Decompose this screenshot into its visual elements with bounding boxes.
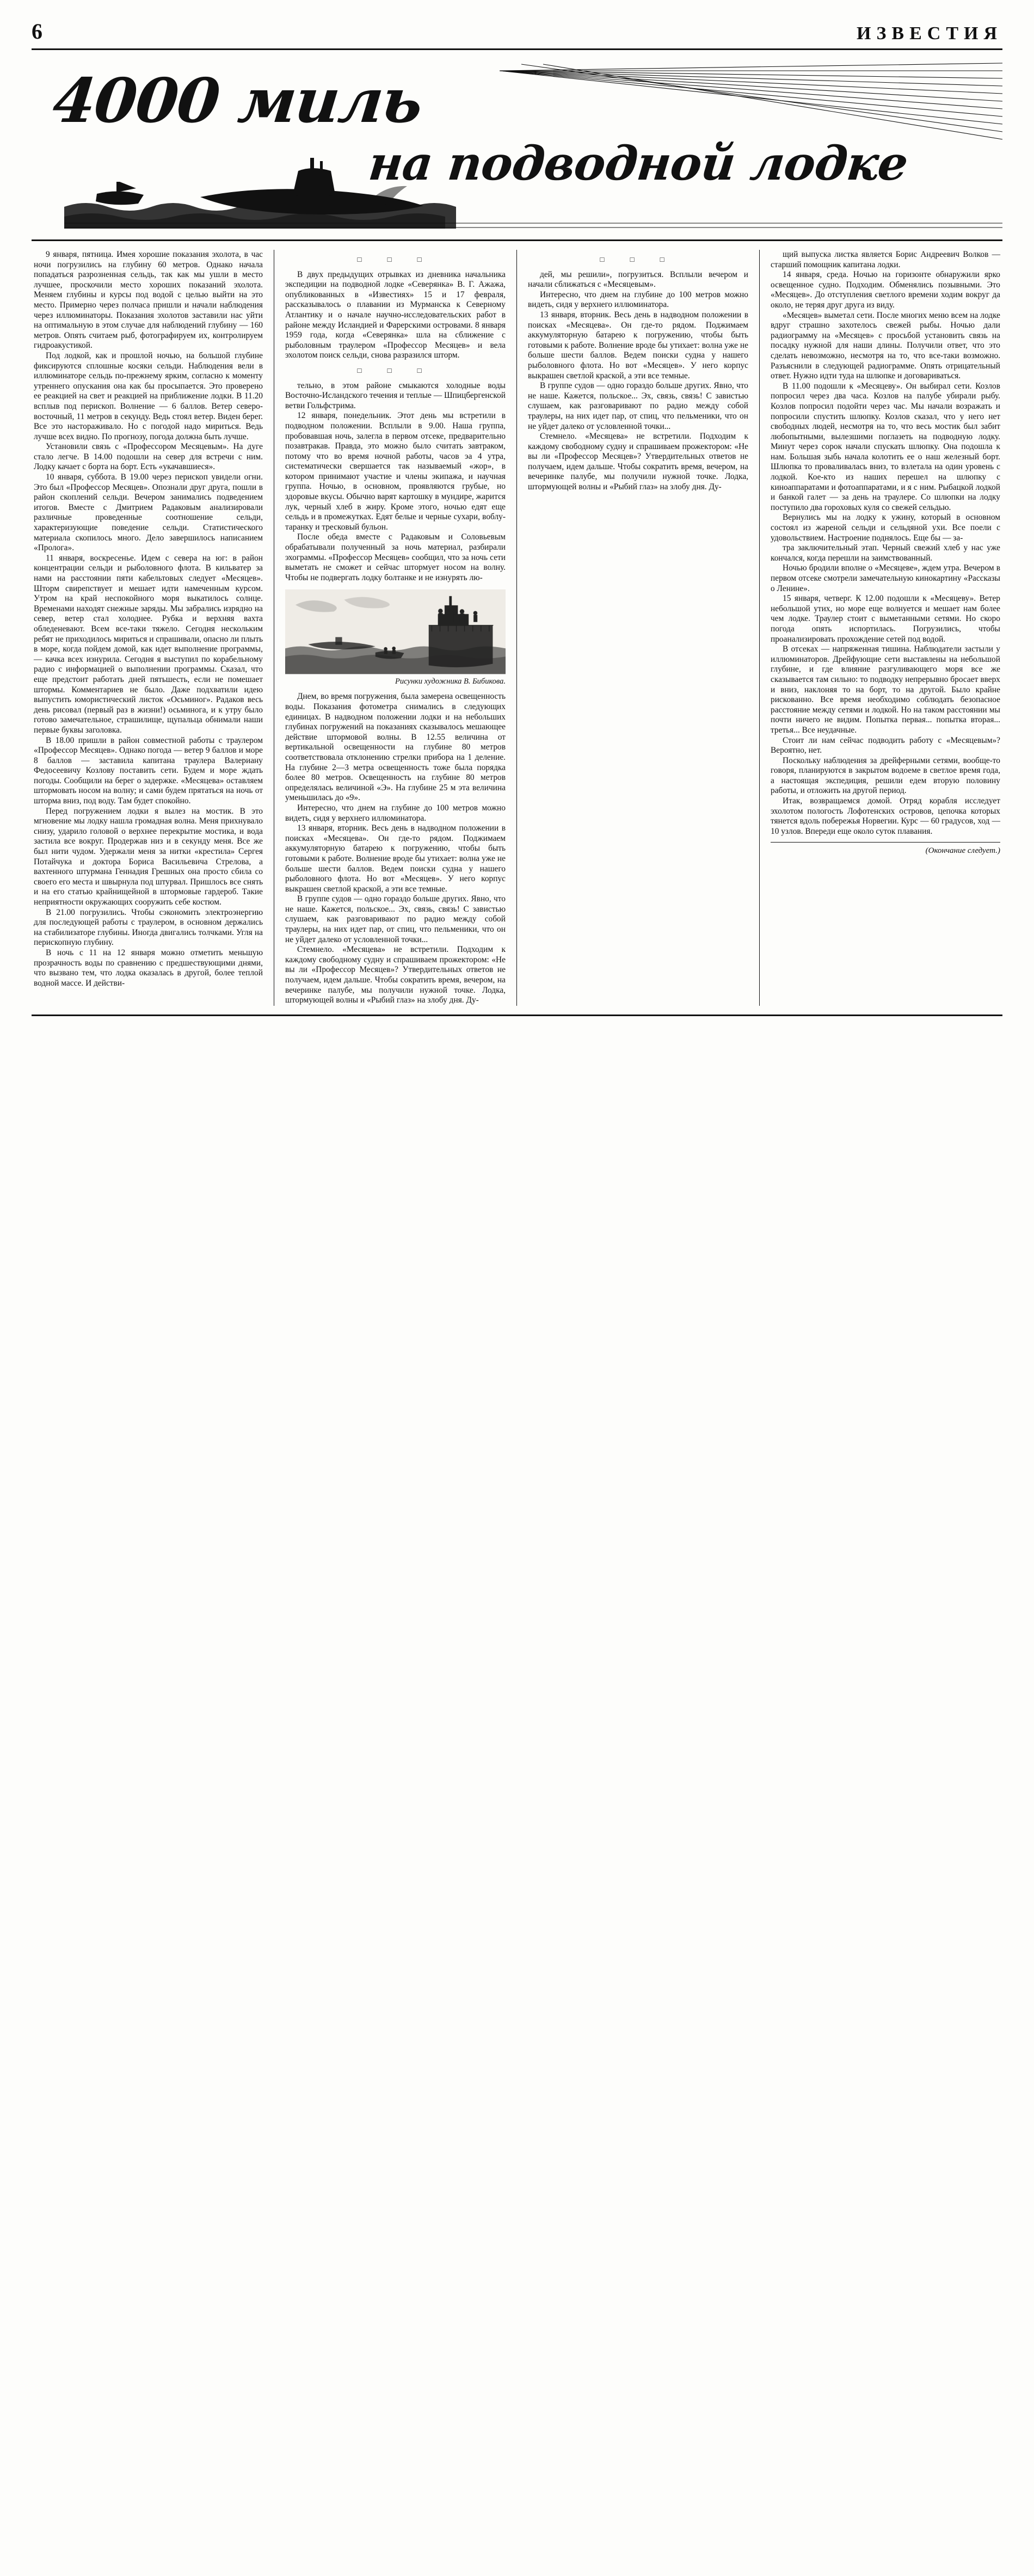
paragraph: 15 января, четверг. К 12.00 подошли к «Месяцеву». Ветер небольшой утих, но море еще волнуется и мешает нам более чем лодке. Траулер стоит с выметанными сетями. Но скоро погода опять испортилась. Погрузились, чтобы проанализировать прохождение сетей под водой. <box>771 594 1000 644</box>
paragraph: 11 января, воскресенье. Идем с севера на юг: в район концентрации сельди и рыболовного флота. В кильватер за нами на расстоянии пяти кабельтовых следует «Месяцев». Шторм свирепствует и мешает идти намеченным курсом. Утром на край неспокойного моря выкатилось солнце. Временами находят снежные заряды. Мы забрались изрядно на север, ветер стал холоднее. Рубка и верхняя вахта обледеневают. Всем все-таки тяжело. Сегодня нескольким ребят не приходилось мириться и спрашивали, опасно ли плыть в море, когда пойдем домой, как идет выполнение программы, — качка всех изнурила. Сегодня я выступил по корабельному радио с информацией о выполнении программы. Сказал, что еще предстоит работать дней пятьшесть, если не помешает штормы. Комментариев не было. Даже подхватили идею выпустить юмористический листок «Осьминог». Радаков весь день рисовал (первый раз в жизни!) осьминога, и к утру было готово замечательное, страшилище, щупальца обнимали наши первые буквы заголовка. <box>34 553 263 735</box>
paragraph: тра заключительный этап. Черный свежий хлеб у нас уже кончался, когда перешли на заимствованный. <box>771 543 1000 563</box>
section-separator: □ □ □ <box>600 255 676 263</box>
masthead <box>32 19 1002 50</box>
column-3 <box>517 250 760 1006</box>
illustration-caption: Рисунки художника В. Бибикова. <box>395 677 506 686</box>
column-4 <box>760 250 1002 1006</box>
paragraph: 13 января, вторник. Весь день в надводном положении в поисках «Месяцева». Он где-то рядом. Поджимаем аккумуляторную батарею к погружению, чтобы быть готовыми к работе. Волнение вроде бы утихает: волна уже не больше шести баллов. Ведем поиски судна у нашего рыболовного флота. Но вот «Месяцев». У него корпус выкрашен светлой краской, а эти все темные. <box>528 310 748 380</box>
paragraph: В ночь с 11 на 12 января можно отметить меньшую прозрачность воды по сравнению с предшествующими днями, что вызвано тем, что лодка оказалась в другой, более теплой водной массе. И действи- <box>34 948 263 988</box>
paragraph: дей, мы решили», погрузиться. Всплыли вечером и начали сближаться с «Месяцевым». <box>528 269 748 290</box>
paragraph: 12 января, понедельник. Этот день мы встретили в подводном положении. Всплыли в 9.00. Наша группа, пробовавшая ночь, залегла в первом отсеке, предварительно позавтракав. Правда, это можно было считать завтраком, потому что во время ночной работы, часов эа 4 утра, систематически свершается так называемый «жор», в котором принимают участие и члены экипажа, и научная группа. Ночью, в основном, проявляются грубые, но здоровые вкусы. Обычно варят картошку в мундире, жарится лук, черный хлеб в жиру. Кроме этого, ночью едят еще сельдь и в промежутках. Едят белые и черные сухари, воблу-таранку и тресковый бульон. <box>285 411 506 532</box>
column-2 <box>274 250 517 1006</box>
paragraph: Вернулись мы на лодку к ужину, который в основном состоял из жареной сельди и сельдяной ухи. Все поели с удовольствием. Настроение поднялось. Еще бы — за- <box>771 513 1000 543</box>
paragraph: щий выпуска листка является Борис Андреевич Волков — старший помощник капитана лодки. <box>771 250 1000 269</box>
article-columns <box>32 250 1002 1006</box>
paragraph: Перед погружением лодки я вылез на мостик. В это мгновение мы лодку нашла громадная волна. Меня прихнувало снизу, ударило головой о верхнее перекрытие мостика, и вода застила все вокруг. Продержав низ и в секунду меня. Все же был нити чудом. Удержали меня за нитки «крестила» Сергея Потайчука и доктора Бориса Васильевича Стрелова, а вахтенного штурмана Геннадия Грешных она просто сбила со своего его места и швырнула под штурвал. Пришлось все снять и на его статью крайнищейной в штормовые гардероб. Такие неприятности окружающих сооружить себе костюм. <box>34 806 263 907</box>
paragraph: Стоит ли нам сейчас подводить работу с «Месяцевым»? Вероятно, нет. <box>771 735 1000 755</box>
bottom-rule <box>32 1015 1002 1016</box>
ship-and-crew-drawing <box>285 589 506 674</box>
paragraph: Интересно, что днем на глубине до 100 метров можно видеть, сидя у верхнего иллюминатора. <box>528 290 748 310</box>
paragraph: 14 января, среда. Ночью на горизонте обнаружили ярко освещенное судно. Подходим. Обменялись позывными. Это «Месяцев». До отступления светлого времени ходим вокруг да около, не теряя друг друга из виду. <box>771 270 1000 310</box>
paragraph: Ночью бродили вполне о «Месяцеве», ждем утра. Вечером в первом отсеке смотрели замечательную кинокартину «Рассказы о Ленине». <box>771 563 1000 593</box>
paragraph: В отсеках — напряженная тишина. Наблюдатели застыли у иллюминаторов. Дрейфующие сети выставлены на небольшой глубине, и где влияние разгуливающего моря все же сказывается там сильно: то подводку непрерывно бросает вверх и вниз, наклоняя то на борт, то на другой. Было крайне рискованно. Все время необходимо соблюдать безопасное расстояние между сетями и лодкой. Но на таком расстоянии мы почти ничего не видим. Попытка первая... попытка вторая... третья... Все неудачные. <box>771 644 1000 735</box>
paragraph: 9 января, пятница. Имея хорошие показания эхолота, в час ночи погрузились на глубину 60 метров. Однако начала попадаться разрозненная сельдь, так как мы ушли в место лучшее, проскочили место хороших показаний эхолота. Меняем глубины и курсы под водой с целью выйти на это место. Примерно через полчаса пришли и начали наблюдения через иллюминаторы. Показания эхолотов заставили нас уйти на оптимальную в этом случае для наблюдений глубину — 160 метров. Опять считаем рыб, фотографируем их, контролируем гидроакустикой. <box>34 250 263 351</box>
paragraph: В 11.00 подошли к «Месяцеву». Он выбирал сети. Козлов попросил через два часа. Козлов на палубе убирали рыбу. Козлов попросил подойти через час. Мы начали возражать и попросили спустить шлюпку. Козлов сказал, что у него нет свободных людей, несмотря на то, что весь мостик был забит любопытными, вылезшими поглазеть на подводную лодку. Минут через сорок начали спускать шлюпку. Она подошла к нам. Большая зыбь начала колотить ее о наш железный борт. Шлюпка то проваливалась вниз, то взлетала на один уровень с лодкой. Кое-кто из наших перешел на шлюпку с киноаппаратами и фотоаппаратами, и я с ним. Рыбацкой лодкой и банкой галет — за день на траулере. Со шлюпки на лодку поступило два гороховых куля со свежей сельдью. <box>771 381 1000 512</box>
section-separator: □ □ □ <box>357 255 434 263</box>
article-illustration <box>285 589 506 674</box>
paragraph: «Месяцев» выметал сети. После многих меню всем на лодке вдруг страшно захотелось свежей рыбы. Ночью дали радиограмму на «Месяцев» с просьбой установить связь на посадку нужной для наши длины. Получили ответ, что это сделать невозможно, несмотря на то, что все-таки возможно. Разъяснили в следующей радиограмме. Опять отрицательный ответ. Нужно идти туда на шлюпке и договариваться. <box>771 310 1000 381</box>
section-separator: □ □ □ <box>357 366 434 374</box>
paragraph: После обеда вместе с Радаковым и Соловьевым обрабатывали полученный за ночь материал, разбирали эхограммы. «Профессор Месяцев» сообщил, что за ночь сети выметать не сможет и сейчас штормует носом на волну. Чтобы не подвергать лодку болтанке и не изнурять лю- <box>285 532 506 582</box>
paragraph: В группе судов — одно гораздо больше других. Явно, что не наше. Кажется, польское... Эх, связь, связь! С завистью слушаем, как разговаривают по радио между собой траулеры, на них идет пар, от спиц, что пельменики, что он не уйдет далеко от условленной точки... <box>528 381 748 431</box>
paragraph: Стемнело. «Месяцева» не встретили. Подходим к каждому свободному судну и спрашиваем прожектором: «Не вы ли «Профессор Месяцев»? Утвердительных ответов не получаем, идем дальше. Чтобы сократить время, вечером, на вечеринке палубе, мы получили нужной точке. Лодка, штормующей волны и «Рыбий глаз» на злобу дня. Ду- <box>285 945 506 1005</box>
paragraph: Поскольку наблюдения за дрейферными сетями, вообще-то говоря, планируются в закрытом водоеме в светлое время года, а настоящая экспедиция, решили едем вторую половину работы, и отложить на другой период. <box>771 755 1000 796</box>
paragraph: В 21.00 погрузились. Чтобы сэкономить электроэнергию для последующей работы с траулером, в основном держались на стабилизаторе глубины. Иногда двигались толчками. Угля на перископную глубину. <box>34 907 263 948</box>
paragraph: Стемнело. «Месяцева» не встретили. Подходим к каждому свободному судну и спрашиваем прожектором: «Не вы ли «Профессор Месяцев»? Утвердительных ответов не получаем, идем дальше. Чтобы сократить время, вечером, на вечеринке палубе, мы получили нужной точке. Лодка, штормующей волны и «Рыбий глаз» на злобу дня. Ду- <box>528 432 748 492</box>
paragraph: 10 января, суббота. В 19.00 через перископ увидели огни. Это был «Профессор Месяцев». Опознали друг друга, пошли в район скоплений сельди. Вечером занимались подведением итогов. Вместе с Дмитрием Радаковым анализировали различные проведенные соотношение сельди, характеризующие поведение сельди. Статистического материала скопилось много. Дело завершилось написанием «Пролога». <box>34 472 263 553</box>
headline-line-1: 4000 миль <box>50 65 426 137</box>
end-note: (Окончание следует.) <box>771 842 1000 856</box>
paragraph: Под лодкой, как и прошлой ночью, на большой глубине фиксируются сплошные косяки сельди. Наблюдения вели в иллюминаторе сельдь по-прежнему ярким, согласно к моменту утреннего опускания она как бы просыпается. Это проверено ее реакцией на свет и реакцией на приближение лодки. В 11.20 всплыв под перископ. Волнение — 6 баллов. Ветер северо-восточный, 11 метров в секунду. Ведь стоял ветер. Виден берег. Все это настораживало. Но с погодой надо мириться. Ведь лучше всех видно. По прогнозу, погода должна быть лучше. <box>34 351 263 441</box>
editorial-intro: В двух предыдущих отрывках из дневника начальника экспедиции на подводной лодке «Северянка» В. Г. Ажажа, опубликованных в «Известиях» 15 и 17 февраля, рассказывалось о плавании из Мурманска к Северному Атлантику и о начале научно-исследовательских работ в районе между Исландией и Фарерскими островами. 8 января 1959 года, когда «Северянка» шла на сближение с рыболовным траулером «Профессор Месяцев» и вела эхолотом поиск сельди, снова разразился шторм. <box>285 269 506 360</box>
column-1 <box>32 250 274 1006</box>
paragraph: В группе судов — одно гораздо больше других. Явно, что не наше. Кажется, польское... Эх, связь, связь! С завистью слушаем, как разговаривают по радио между собой траулеры, на них идет пар, от спиц, что пельменики, что он не уйдет далеко от условленной точки... <box>285 894 506 944</box>
paragraph: тельно, в этом районе смыкаются холодные воды Восточно-Исландского течения и теплые — Шпицбергенской ветви Гольфстрима. <box>285 380 506 410</box>
paragraph: 13 января, вторник. Весь день в надводном положении в поисках «Месяцева». Он где-то рядом. Поджимаем аккумуляторную батарею к погружению, чтобы быть готовыми к работе. Волнение вроде бы утихает: волна уже не больше шести баллов. Ведем поиски судна у нашего рыболовного флота. Но вот «Месяцев». У него корпус выкрашен светлой краской, а эти все темные. <box>285 823 506 894</box>
paragraph: Днем, во время погружения, была замерена освещенность воды. Показания фотометра снимались в следующих единицах. В надводном положении лодки и на небольших глубинах погружений на показаниях сказывалось мешающее действие штормовой волны. В 12.55 величина от вертикальной освещенности на глубине 80 метров соответствовала отклонению стрелки прибора на 1 деление. На глубине 2—3 метра освещенность тоже была порядка более 80 метров. Освещенность на глубине 80 метров определялась величиной «Э». На глубине 25 м эта величина уменьшилась до «9». <box>285 692 506 803</box>
paragraph: Интересно, что днем на глубине до 100 метров можно видеть, сидя у верхнего иллюминатора. <box>285 803 506 823</box>
paragraph: В 18.00 пришли в район совместной работы с траулером «Профессор Месяцев». Однако погода — ветер 9 баллов и море 8 баллов — заставила капитана траулера Валериану Федосеевичу Козлову поставить сети. Будем и море ждать погоды. Сообщили на берег о задержке. «Месяцева» оставляем штормовать носом на волну; и сами будем прятаться на ночь от шторма вниз, под воду. Там будет спокойно. <box>34 735 263 806</box>
page-number: 6 <box>32 19 43 44</box>
headline-block <box>32 60 1002 241</box>
headline-line-2: на подводной лодке <box>366 136 910 191</box>
paragraph: Установили связь с «Профессором Месяцевым». На дуге стало легче. В 14.00 подошли на север для встречи с ним. Лодку качает с борта на борт. Есть «укачавшиеся». <box>34 442 263 472</box>
paragraph: Итак, возвращаемся домой. Отряд корабля исследует эхолотом пологость Лофотенских островов, цепочка которых тянется вдоль побережья Норвегии. Курс — 60 градусов, ход — 10 узлов. Впереди еще около суток плавания. <box>771 796 1000 836</box>
paper-title: ИЗВЕСТИЯ <box>857 23 1002 44</box>
